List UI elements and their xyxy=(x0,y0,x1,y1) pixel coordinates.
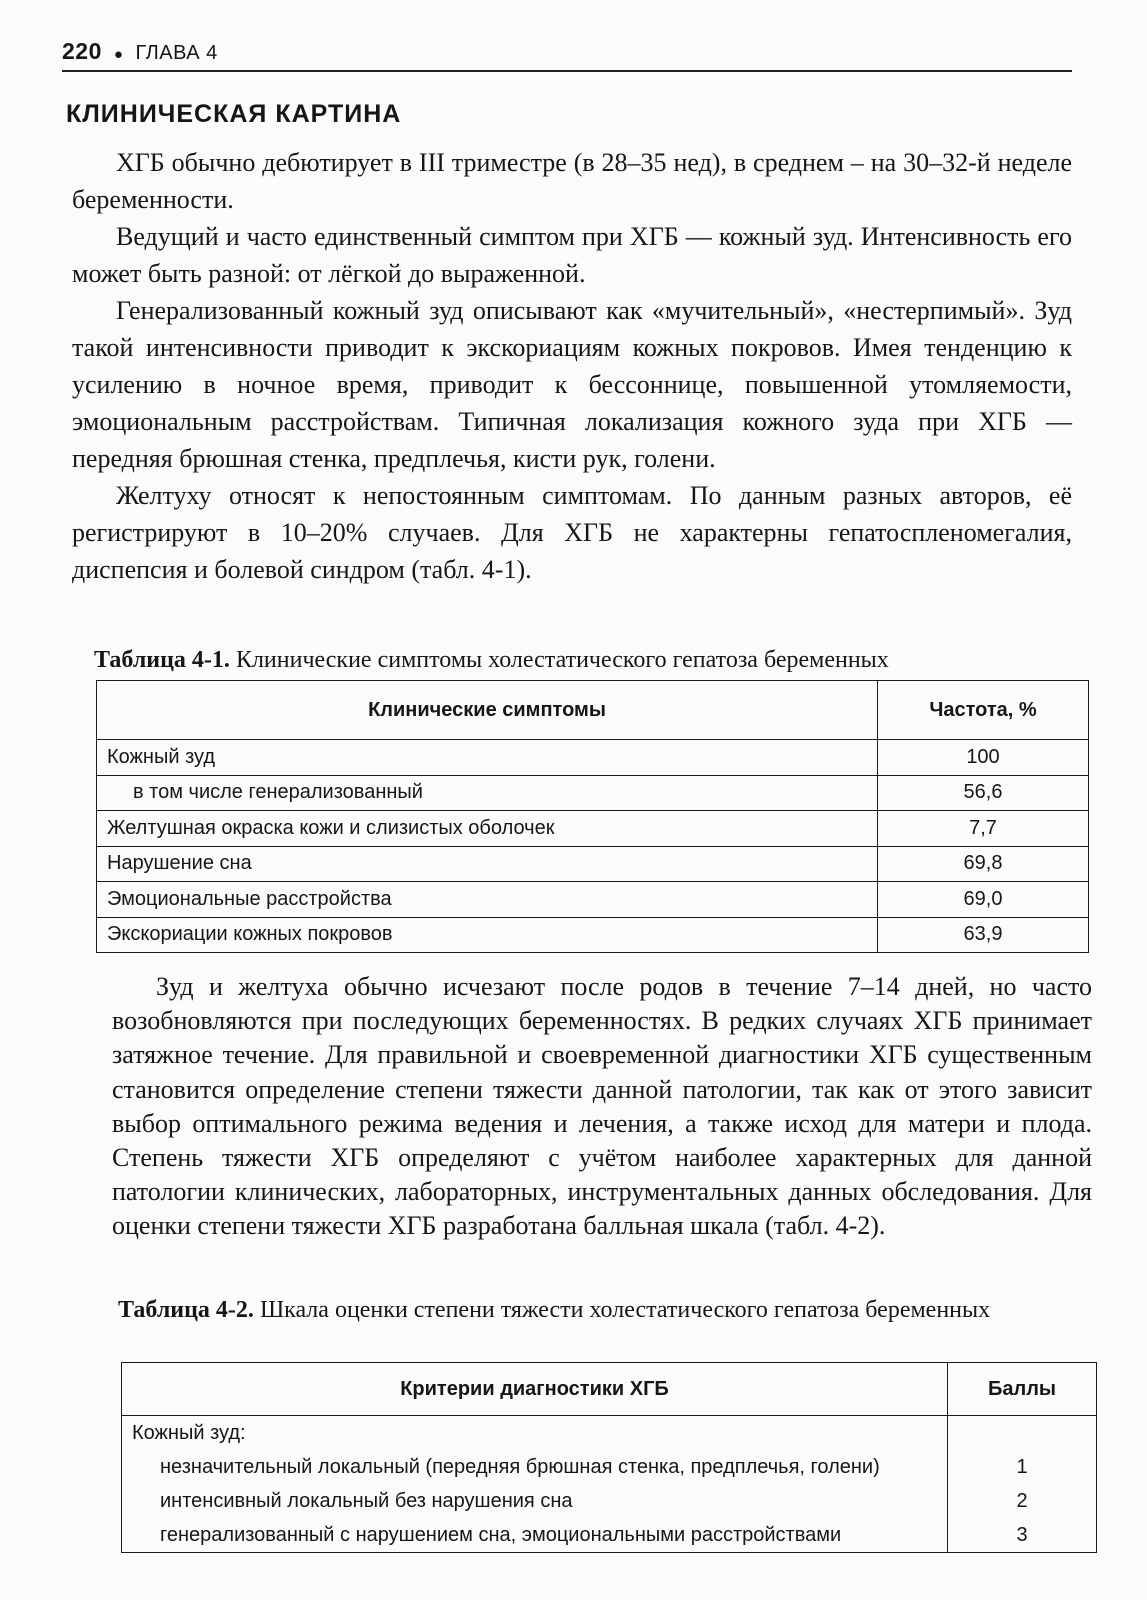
section-title: КЛИНИЧЕСКАЯ КАРТИНА xyxy=(66,100,402,128)
running-head xyxy=(62,38,1072,65)
table-header-row xyxy=(97,681,1089,740)
paragraph: ХГБ обычно дебютирует в III триместре (в 28–35 нед), в среднем – на 30–32-й неделе беременности. xyxy=(72,148,1072,214)
score-cell: 3 xyxy=(948,1518,1097,1553)
table-row xyxy=(122,1416,1097,1451)
score-cell xyxy=(948,1416,1097,1451)
table2-caption-text: Шкала оценки степени тяжести холестатического гепатоза беременных xyxy=(253,1297,991,1323)
symptom-cell: Желтушная окраска кожи и слизистых оболочек xyxy=(97,811,878,847)
severity-scale-table xyxy=(121,1362,1097,1553)
score-cell: 2 xyxy=(948,1484,1097,1518)
table1-caption-text: Клинические симптомы холестатического гепатоза беременных xyxy=(229,647,889,673)
criterion-cell: интенсивный локальный без нарушения сна xyxy=(122,1484,948,1518)
paragraph: Желтуху относят к непостоянным симптомам. По данным разных авторов, её регистрируют в 10–20% случаев. Для ХГБ не характерны гепатоспленомегалия, диспепсия и болевой синдром (табл. 4-1). xyxy=(72,481,1072,584)
table2-caption xyxy=(118,1295,1103,1325)
frequency-cell: 7,7 xyxy=(878,811,1089,847)
table-row xyxy=(97,811,1089,847)
table-row xyxy=(122,1450,1097,1484)
table-row xyxy=(97,775,1089,811)
symptom-cell: Кожный зуд xyxy=(97,740,878,776)
column-header-score: Баллы xyxy=(948,1363,1097,1416)
table-row xyxy=(122,1484,1097,1518)
symptoms-table xyxy=(96,680,1089,953)
table-row xyxy=(97,846,1089,882)
symptom-cell: в том числе генерализованный xyxy=(97,775,878,811)
table-header-row xyxy=(122,1363,1097,1416)
chapter-label: ГЛАВА 4 xyxy=(135,42,218,64)
table-row xyxy=(97,882,1089,918)
criterion-cell: генерализованный с нарушением сна, эмоциональными расстройствами xyxy=(122,1518,948,1553)
symptom-cell: Нарушение сна xyxy=(97,846,878,882)
body-text-2 xyxy=(112,970,1092,1244)
body-text-1 xyxy=(72,144,1072,588)
column-header-frequency: Частота, % xyxy=(878,681,1089,740)
table1-caption xyxy=(94,645,1084,675)
table-row xyxy=(97,917,1089,953)
paragraph: Ведущий и часто единственный симптом при ХГБ — кожный зуд. Интенсивность его может быть разной: от лёгкой до выраженной. xyxy=(72,222,1072,288)
table-row xyxy=(122,1518,1097,1553)
table1-caption-label: Таблица 4-1. xyxy=(94,647,230,673)
paragraph: Генерализованный кожный зуд описывают как «мучительный», «нестерпимый». Зуд такой интенсивности приводит к экскориациям кожных покровов. Имея тенденцию к усилению в ночное время, приводит к бессоннице, повышенной утомляемости, эмоциональным расстройствам. Типичная локализация кожного зуда при ХГБ — передняя брюшная стенка, предплечья, кисти рук, голени. xyxy=(72,296,1072,473)
group-label-cell: Кожный зуд: xyxy=(122,1416,948,1451)
criterion-cell: незначительный локальный (передняя брюшная стенка, предплечья, голени) xyxy=(122,1450,948,1484)
column-header-symptoms: Клинические симптомы xyxy=(97,681,878,740)
page-number: 220 xyxy=(62,38,102,64)
symptom-cell: Экскориации кожных покровов xyxy=(97,917,878,953)
score-cell: 1 xyxy=(948,1450,1097,1484)
column-header-criteria: Критерии диагностики ХГБ xyxy=(122,1363,948,1416)
bullet-separator: ● xyxy=(113,46,124,63)
header-rule xyxy=(62,70,1072,72)
table2-caption-label: Таблица 4-2. xyxy=(118,1297,254,1323)
frequency-cell: 56,6 xyxy=(878,775,1089,811)
paragraph: Зуд и желтуха обычно исчезают после родов в течение 7–14 дней, но часто возобновляются при последующих беременностях. В редких случаях ХГБ принимает затяжное течение. Для правильной и своевременной диагностики ХГБ существенным становится определение степени тяжести данной патологии, так как от этого зависит выбор оптимального режима ведения и лечения, а также исход для матери и плода. Степень тяжести ХГБ определяют с учётом наиболее характерных для данной патологии клинических, лабораторных, инструментальных данных обследования. Для оценки степени тяжести ХГБ разработана балльная шкала (табл. 4-2). xyxy=(112,972,1092,1241)
frequency-cell: 100 xyxy=(878,740,1089,776)
table-row xyxy=(97,740,1089,776)
frequency-cell: 63,9 xyxy=(878,917,1089,953)
frequency-cell: 69,8 xyxy=(878,846,1089,882)
frequency-cell: 69,0 xyxy=(878,882,1089,918)
symptom-cell: Эмоциональные расстройства xyxy=(97,882,878,918)
